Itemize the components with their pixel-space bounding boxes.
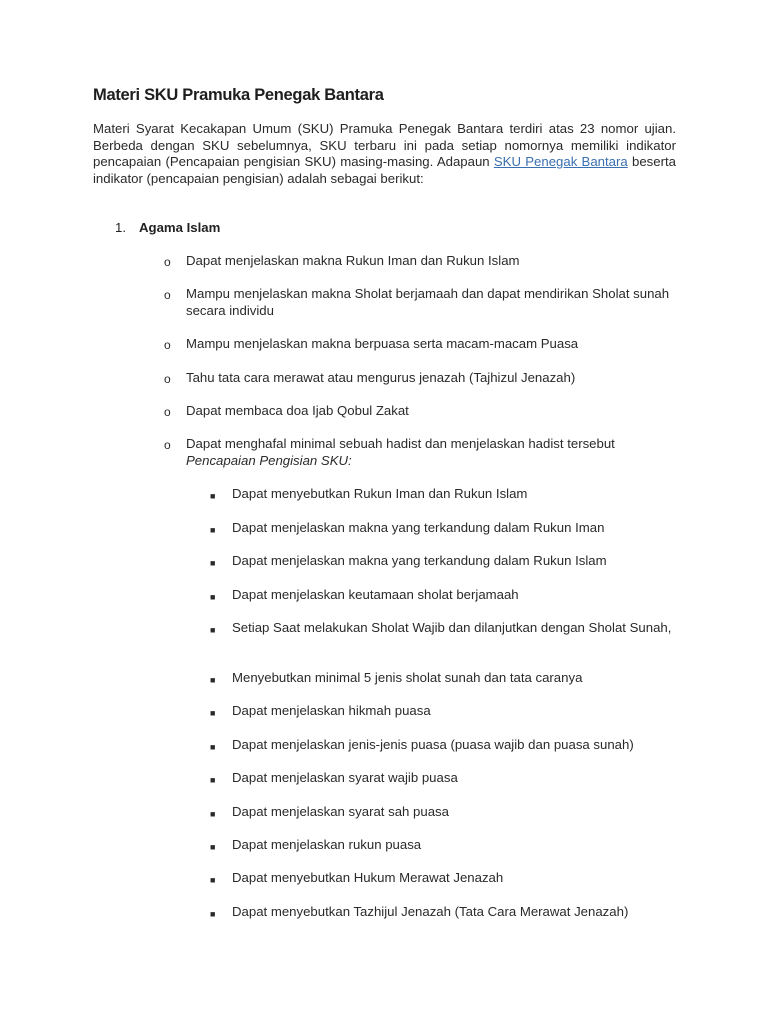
square-bullet-icon: ■ [210, 842, 216, 852]
list-item-text: Tahu tata cara merawat atau mengurus jenazah (Tajhizul Jenazah) [186, 370, 576, 385]
sub-list-item-text: Dapat menyebutkan Hukum Merawat Jenazah [232, 870, 504, 885]
list-item-text: Mampu menjelaskan makna berpuasa serta macam-macam Puasa [186, 336, 579, 351]
sub-list-item-text: Dapat menyebutkan Rukun Iman dan Rukun Islam [232, 486, 528, 501]
intro-text-start: Materi Syarat Kecakapan Umum (SKU) Pramuka Penegak Bantara terdiri atas 23 nomor ujian. Berbeda dengan SKU sebelumnya, SKU terbaru ini pada setiap nomornya memiliki indikator pencapaian (Pencapaian pengisian SKU) masing-masing. Adapaun [93, 121, 676, 170]
section-number: 1. [115, 220, 126, 235]
square-bullet-icon: ■ [210, 742, 216, 752]
square-bullet-icon: ■ [210, 775, 216, 785]
section-name: Agama Islam [139, 220, 221, 235]
sub-list-item-text: Menyebutkan minimal 5 jenis sholat sunah dan tata caranya [232, 670, 583, 685]
square-bullet-icon: ■ [210, 875, 216, 885]
list-item-main-text: Dapat menghafal minimal sebuah hadist dan menjelaskan hadist tersebut [186, 436, 615, 451]
sub-list-item-text: Dapat menjelaskan makna yang terkandung dalam Rukun Iman [232, 520, 605, 535]
square-bullet-icon: ■ [210, 708, 216, 718]
sub-list-item-text: Dapat menjelaskan keutamaan sholat berjamaah [232, 587, 519, 602]
sub-list-item-text: Dapat menjelaskan syarat wajib puasa [232, 770, 458, 785]
square-bullet-icon: ■ [210, 625, 216, 635]
square-bullet-icon: ■ [210, 909, 216, 919]
circle-bullet-icon: o [164, 338, 171, 352]
subheading: Pencapaian Pengisian SKU: [186, 452, 352, 468]
page-title: Materi SKU Pramuka Penegak Bantara [93, 86, 384, 104]
circle-bullet-icon: o [164, 372, 171, 386]
sub-list-item-text: Dapat menjelaskan jenis-jenis puasa (puasa wajib dan puasa sunah) [232, 737, 634, 752]
sub-list-item-text: Dapat menjelaskan syarat sah puasa [232, 804, 449, 819]
list-item-text: Dapat membaca doa Ijab Qobul Zakat [186, 403, 409, 418]
list-item-text: Mampu menjelaskan makna Sholat berjamaah dan dapat mendirikan Sholat sunah secara individu [186, 286, 670, 318]
intro-paragraph [93, 121, 676, 187]
sub-list-item-text: Dapat menjelaskan hikmah puasa [232, 703, 431, 718]
square-bullet-icon: ■ [210, 675, 216, 685]
square-bullet-icon: ■ [210, 809, 216, 819]
square-bullet-icon: ■ [210, 592, 216, 602]
sub-list-item-text: Dapat menyebutkan Tazhijul Jenazah (Tata Cara Merawat Jenazah) [232, 904, 629, 919]
list-item-text [186, 436, 686, 469]
sub-list-item-text: Dapat menjelaskan rukun puasa [232, 837, 422, 852]
circle-bullet-icon: o [164, 438, 171, 452]
square-bullet-icon: ■ [210, 491, 216, 501]
circle-bullet-icon: o [164, 405, 171, 419]
circle-bullet-icon: o [164, 288, 171, 302]
sub-list-item-text: Setiap Saat melakukan Sholat Wajib dan dilanjutkan dengan Sholat Sunah, [232, 620, 672, 635]
intro-text-end: beserta indikator (pencapaian pengisian) adalah sebagai berikut: [93, 154, 676, 186]
sub-list-item-text: Dapat menjelaskan makna yang terkandung dalam Rukun Islam [232, 553, 607, 568]
list-item-text: Dapat menjelaskan makna Rukun Iman dan Rukun Islam [186, 253, 520, 268]
square-bullet-icon: ■ [210, 525, 216, 535]
square-bullet-icon: ■ [210, 558, 216, 568]
section-heading [115, 219, 220, 237]
sku-penegak-bantara-link[interactable]: SKU Penegak Bantara [493, 154, 628, 170]
circle-bullet-icon: o [164, 255, 171, 269]
